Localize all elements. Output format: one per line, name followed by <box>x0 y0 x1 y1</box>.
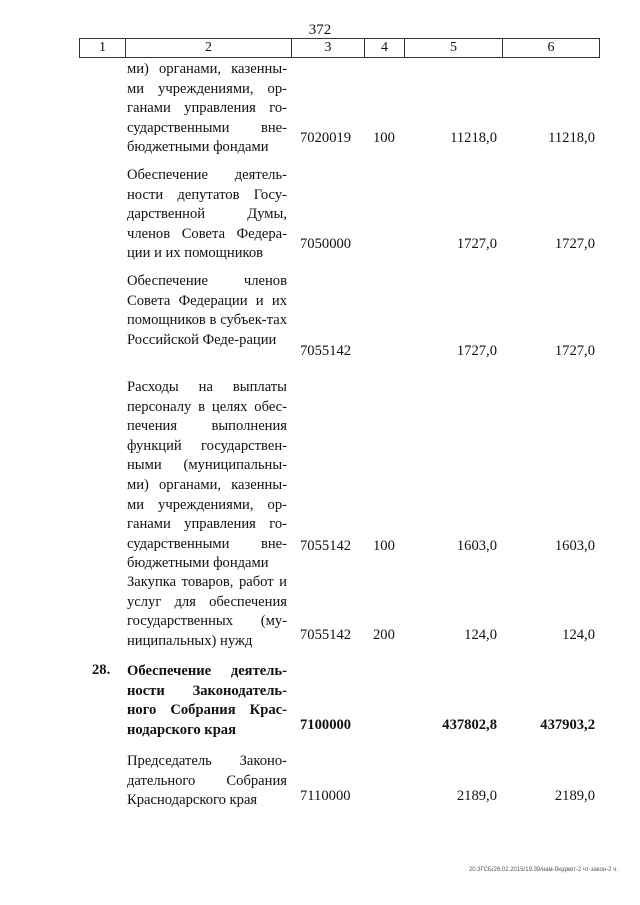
row-target-code: 7110000 <box>300 788 351 804</box>
row-target-code: 7055142 <box>300 538 352 554</box>
row-target-code: 7020019 <box>300 130 352 146</box>
row-amount-col5: 11218,0 <box>450 130 497 146</box>
page-number: 372 <box>308 22 332 38</box>
header-col-4: 4 <box>365 39 405 57</box>
row-description: Обеспечение деятель-ности депутатов Госу-дарственной Думы, членов Совета Федера-ции и их помощников <box>127 167 287 262</box>
row-amount-col5: 1603,0 <box>456 538 497 554</box>
row-target-code: 7055142 <box>300 627 352 643</box>
row-expense-type: 100 <box>373 538 395 554</box>
row-target-code: 7100000 <box>300 717 352 733</box>
row-description: ми) органами, казенны-ми учреждениями, ор-ганами управления го-сударственными вне-бюджетными фондами <box>127 61 287 156</box>
row-amount-col6: 2189,0 <box>554 788 595 804</box>
row-expense-type: 200 <box>373 627 395 643</box>
row-amount-col6: 437903,2 <box>540 717 595 733</box>
row-target-code: 7050000 <box>300 236 352 252</box>
row-description: Обеспечение деятель-ности Законодатель-ного Собрания Крас-нодарского края <box>127 663 287 738</box>
header-col-3: 3 <box>292 39 365 57</box>
row-amount-col5: 2189,0 <box>456 788 497 804</box>
row-description: Председатель Законо-дательного Собрания Краснодарского края <box>127 753 287 809</box>
row-description: Расходы на выплаты персоналу в целях обес-печения выполнения функций государствен-ными (муниципальны-ми) органами, казенны-ми учреждениями, ор-ганами управления го-сударственными вне-бюджетными фондами <box>127 379 287 572</box>
row-amount-col5: 1727,0 <box>456 343 497 359</box>
header-col-1: 1 <box>80 39 126 57</box>
row-amount-col6: 1727,0 <box>554 343 595 359</box>
header-col-5: 5 <box>405 39 503 57</box>
row-amount-col6: 124,0 <box>562 627 595 643</box>
header-col-2: 2 <box>126 39 292 57</box>
column-number-header <box>79 38 600 58</box>
row-amount-col5: 1727,0 <box>456 236 497 252</box>
header-col-6: 6 <box>547 40 555 55</box>
row-amount-col5: 124,0 <box>464 627 497 643</box>
row-expense-type: 100 <box>373 130 395 146</box>
row-amount-col6: 1727,0 <box>554 236 595 252</box>
row-amount-col6: 1603,0 <box>554 538 595 554</box>
row-description: Закупка товаров, работ и услуг для обеспечения государственных (му-ниципальных) нужд <box>127 574 287 649</box>
row-section-number: 28. <box>92 662 111 678</box>
document-footer-reference: 20.3ГСБ/26.02.2015/19.39/нам-бюджет-2 чт-закон-2 ч. <box>468 867 618 873</box>
row-amount-col5: 437802,8 <box>442 717 497 733</box>
row-description: Обеспечение членов Совета Федерации и их помощников в субъек-тах Российской Феде-рации <box>127 273 287 348</box>
row-target-code: 7055142 <box>300 343 352 359</box>
row-amount-col6: 11218,0 <box>548 130 595 146</box>
